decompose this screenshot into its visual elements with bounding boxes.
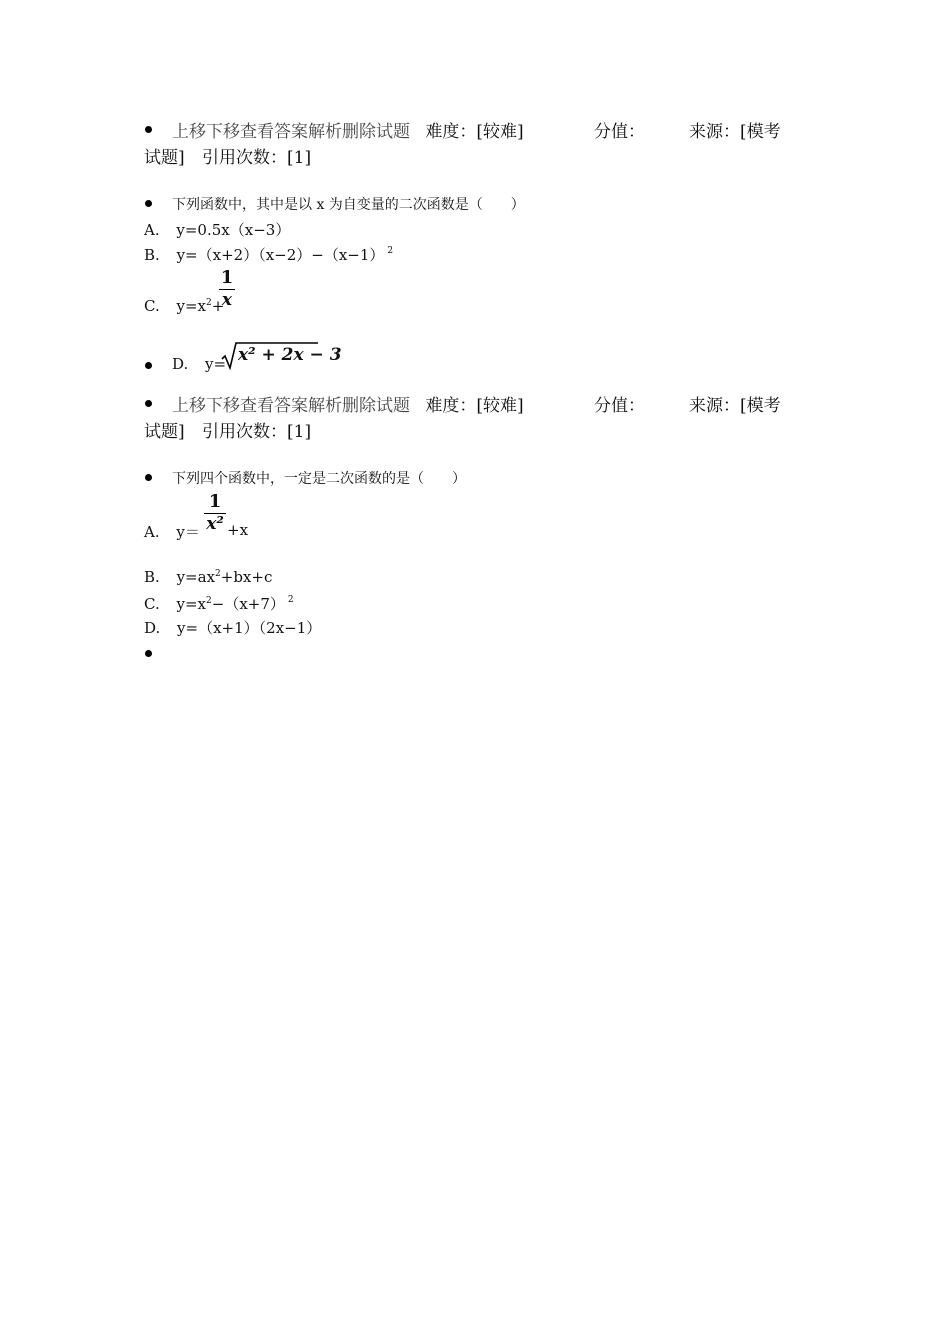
option-tail: −（x+7）	[211, 595, 285, 613]
exponent: 2	[215, 569, 221, 579]
source-label-continued: 试题]	[144, 422, 185, 442]
question-toolbar-row	[172, 391, 524, 416]
fraction-denominator: x²	[206, 514, 224, 534]
option-a	[144, 521, 200, 542]
option-prefix: C.	[144, 595, 160, 613]
bullet	[145, 362, 152, 369]
option-prefix: C.	[144, 297, 160, 315]
score-label: 分值：	[594, 396, 645, 416]
option-c	[144, 593, 294, 614]
cite-count-label: 引用次数：[1]	[202, 422, 312, 442]
source-label: 来源：[模考	[689, 396, 781, 416]
fraction-numerator: 1	[208, 491, 222, 512]
option-text: y=x	[176, 595, 207, 613]
plus-sign: +	[211, 297, 225, 315]
source-label-continued: 试题]	[144, 148, 185, 168]
option-prefix: A.	[144, 523, 160, 541]
option-text: y=（x+2）（x−2）−（x−1）	[176, 246, 385, 264]
option-prefix: B.	[144, 568, 160, 586]
fraction-one-over-x-squared	[204, 492, 226, 533]
score-label: 分值：	[594, 122, 645, 142]
bullet	[145, 400, 152, 407]
difficulty-label: 难度：[较难]	[425, 122, 524, 142]
radicand: x² + 2x − 3	[238, 345, 342, 365]
cite-count-label: 引用次数：[1]	[202, 148, 312, 168]
option-b	[144, 244, 393, 265]
exponent: 2	[287, 595, 294, 605]
question-toolbar-links[interactable]: 上移下移查看答案解析删除试题	[172, 122, 410, 142]
option-tail: +bx+c	[220, 568, 273, 586]
option-a	[144, 219, 290, 240]
question-stem: 下列四个函数中，一定是二次函数的是（ ）	[172, 471, 466, 487]
bullet	[145, 474, 152, 481]
option-text: y=	[205, 355, 227, 373]
exponent: 2	[206, 596, 212, 606]
option-prefix: D.	[172, 355, 189, 373]
difficulty-label: 难度：[较难]	[425, 396, 524, 416]
question-toolbar-row	[172, 117, 524, 142]
question-toolbar-links[interactable]: 上移下移查看答案解析删除试题	[172, 396, 410, 416]
option-prefix: A.	[144, 221, 160, 239]
bullet	[145, 200, 152, 207]
bullet	[145, 650, 152, 657]
option-text: y＝	[176, 523, 200, 541]
option-text: y=x	[176, 297, 207, 315]
square-root-expression	[221, 340, 342, 370]
fraction-denominator: x	[221, 290, 233, 310]
option-d	[172, 355, 226, 373]
option-text: y=ax	[176, 568, 216, 586]
option-text: y=（x+1）（2x−1）	[177, 619, 322, 637]
fraction-one-over-x	[219, 268, 235, 309]
option-prefix: D.	[144, 619, 161, 637]
exponent: 2	[387, 246, 394, 256]
option-d	[144, 617, 321, 638]
fraction-numerator: 1	[220, 267, 234, 288]
option-prefix: B.	[144, 246, 160, 264]
source-label: 来源：[模考	[689, 122, 781, 142]
option-text: y=0.5x（x−3）	[176, 221, 291, 239]
exponent: 2	[206, 298, 212, 308]
question-stem: 下列函数中，其中是以 x 为自变量的二次函数是（ ）	[172, 197, 525, 213]
option-tail: +x	[227, 521, 249, 539]
option-c	[144, 297, 224, 315]
option-b	[144, 568, 272, 586]
bullet	[145, 126, 152, 133]
